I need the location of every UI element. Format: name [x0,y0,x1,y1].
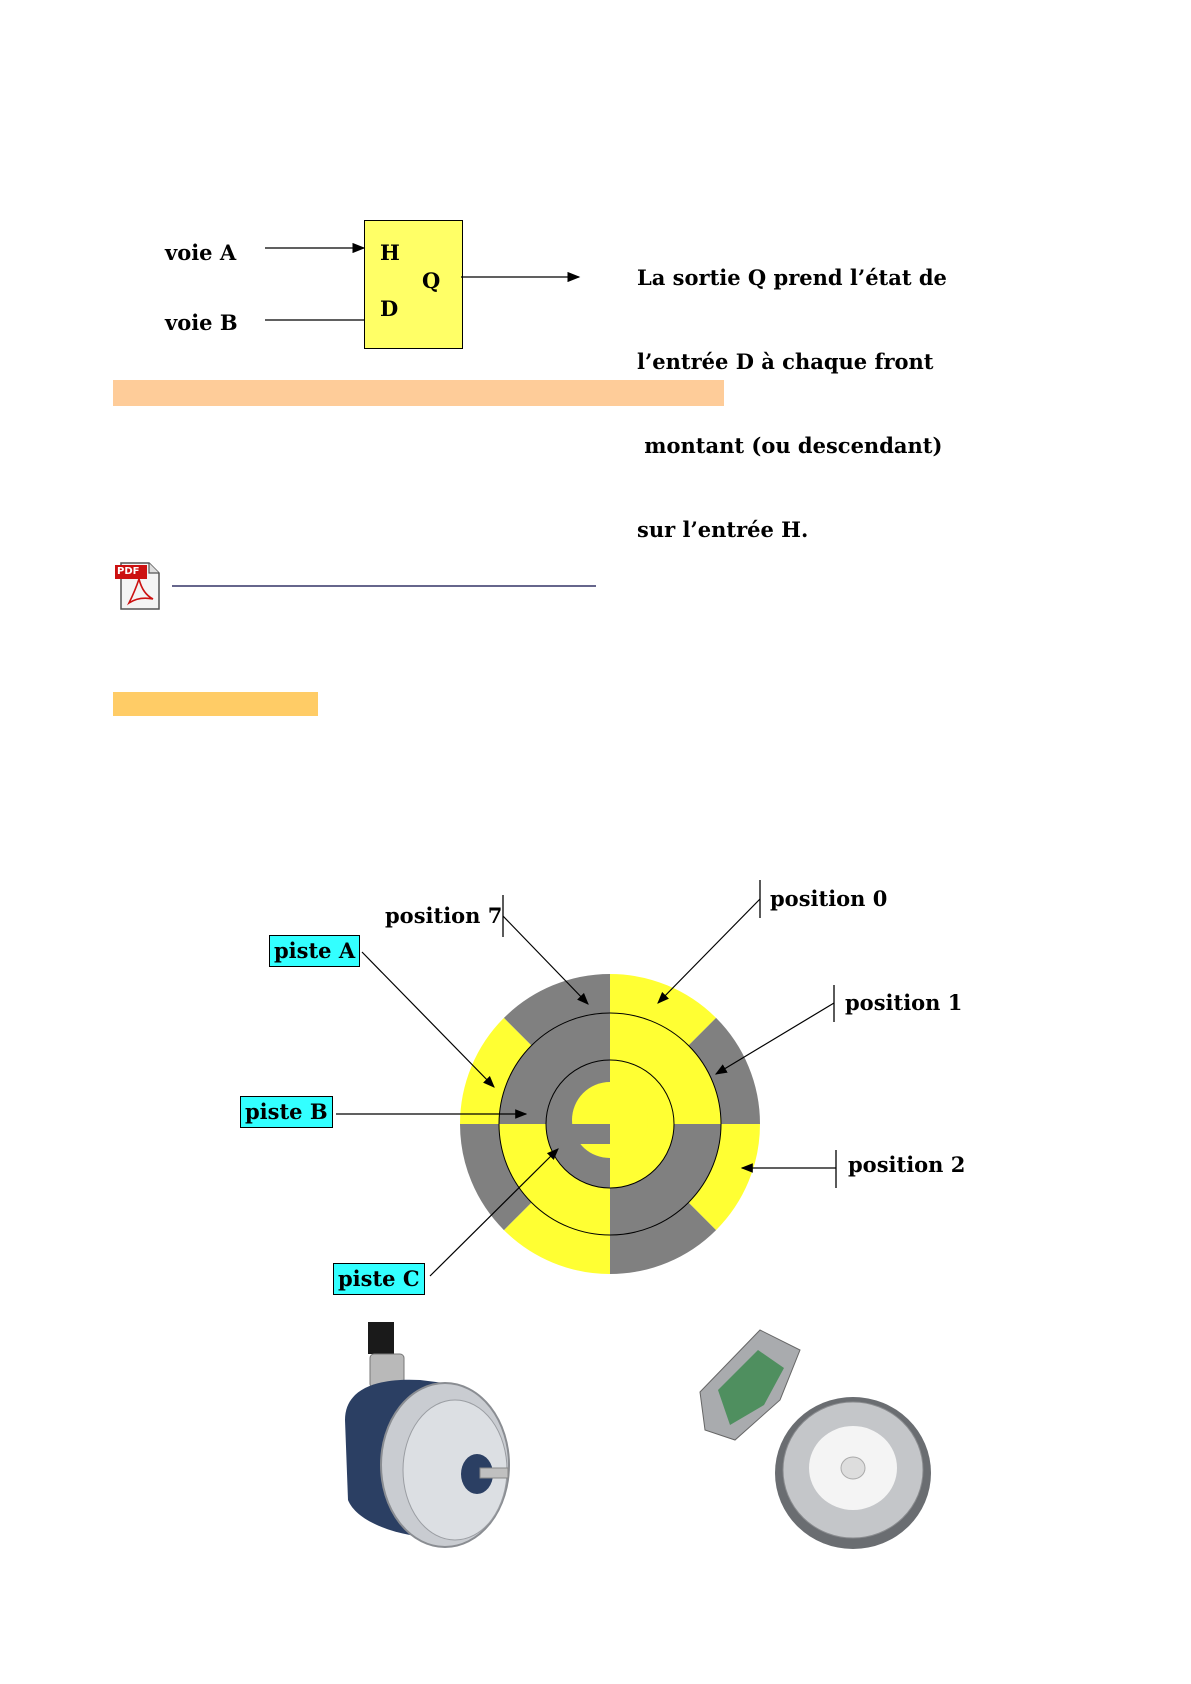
pdf-icon-label: PDF [117,566,140,577]
position-2-label: position 2 [848,1152,966,1177]
input-label-voie-b: voie B [165,310,238,335]
input-label-voie-a: voie A [165,240,237,265]
position-1-label: position 1 [845,990,963,1015]
position-0-label: position 0 [770,886,888,911]
piste-a-label: piste A [269,935,360,967]
description-line-2: l’entrée D à chaque front [637,349,934,374]
description-line-3: montant (ou descendant) [637,433,943,458]
position-7-label: position 7 [385,903,503,928]
piste-b-label: piste B [240,1096,333,1128]
pin-q-label: Q [422,268,441,293]
piste-c-label: piste C [333,1263,425,1295]
pin-d-label: D [380,296,399,321]
description-line-4: sur l’entrée H. [637,517,809,542]
description-line-1: La sortie Q prend l’état de [637,265,947,290]
pin-h-label: H [380,240,400,265]
